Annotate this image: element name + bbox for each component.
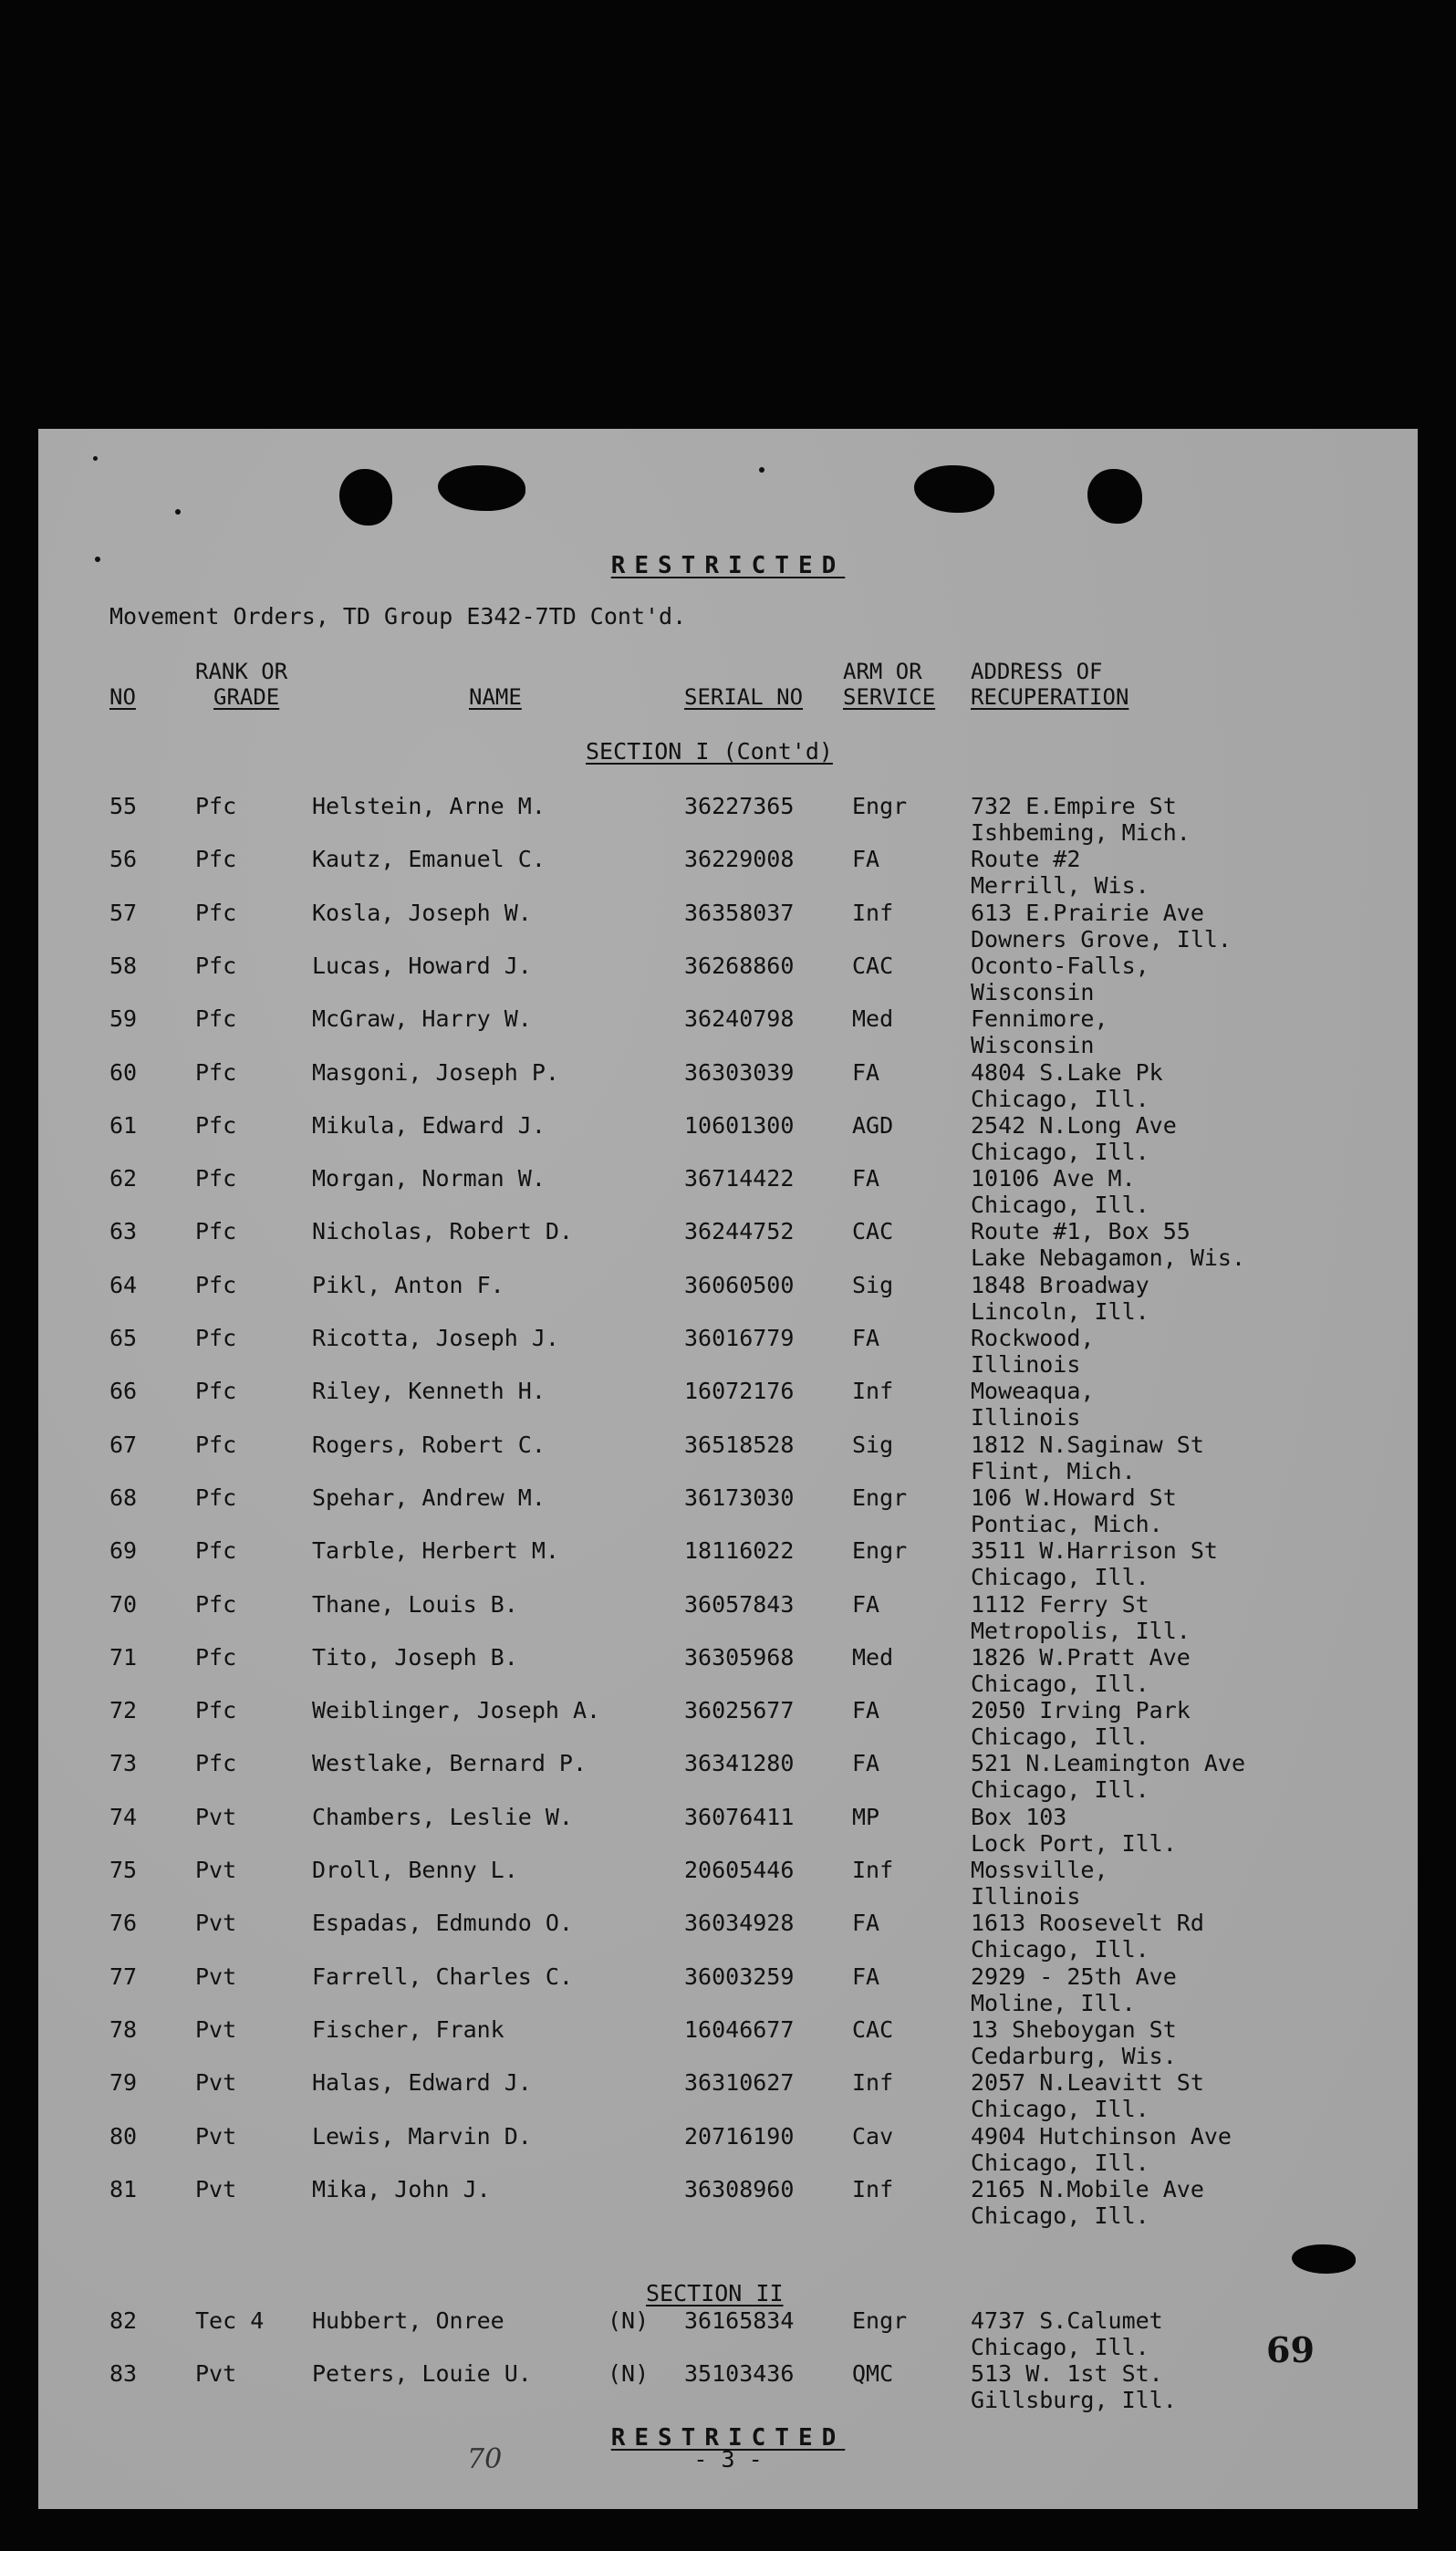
- table-row: [38, 2017, 1418, 2070]
- table-row: [38, 1006, 1418, 1059]
- row-grade: Pfc: [195, 1165, 237, 1192]
- row-name: Droll, Benny L.: [312, 1857, 518, 1883]
- row-address-line1: 2542 N.Long Ave: [971, 1111, 1177, 1139]
- row-address-line2: Chicago, Ill.: [971, 1192, 1149, 1219]
- row-grade: Pfc: [195, 1643, 237, 1671]
- row-address-line1: 1826 W.Pratt Ave: [971, 1643, 1191, 1671]
- row-number: 62: [109, 1165, 138, 1192]
- row-serial-number: 36227365: [684, 793, 795, 819]
- row-address-line2: Moline, Ill.: [971, 1989, 1136, 2016]
- row-grade: Pfc: [195, 1111, 237, 1139]
- ink-blot: [1292, 2244, 1356, 2274]
- row-name: Pikl, Anton F.: [312, 1271, 504, 1298]
- row-name: Rogers, Robert C.: [312, 1431, 546, 1458]
- row-number: 69: [109, 1537, 138, 1565]
- row-address-line2: Pontiac, Mich.: [971, 1510, 1163, 1537]
- row-name: Spehar, Andrew M.: [312, 1484, 546, 1511]
- row-number: 75: [109, 1857, 138, 1883]
- table-row: [38, 2307, 1418, 2370]
- table-row: [38, 1219, 1418, 1272]
- header-rank-line2: GRADE: [213, 684, 280, 710]
- row-grade: Pfc: [195, 1697, 237, 1724]
- row-name: Lucas, Howard J.: [312, 952, 532, 979]
- table-row: [38, 2177, 1418, 2230]
- row-address-line2: Illinois: [971, 1351, 1081, 1378]
- row-address-line1: 1812 N.Saginaw St: [971, 1431, 1204, 1458]
- row-address-line2: Lincoln, Ill.: [971, 1297, 1149, 1325]
- row-arm-service: FA: [852, 846, 880, 873]
- table-row: [38, 1698, 1418, 1751]
- speck: [175, 509, 181, 515]
- row-name: Tito, Joseph B.: [312, 1643, 518, 1671]
- row-number: 76: [109, 1910, 138, 1937]
- row-number: 56: [109, 846, 138, 873]
- row-number: 68: [109, 1484, 138, 1511]
- row-serial-number: 36076411: [684, 1803, 795, 1830]
- row-name: Weiblinger, Joseph A.: [312, 1697, 601, 1724]
- section-2-title: SECTION II: [646, 2280, 784, 2306]
- header-no: NO: [109, 684, 136, 710]
- row-serial-number: 16072176: [684, 1378, 795, 1405]
- row-grade: Pvt: [195, 1803, 237, 1830]
- row-address-line1: 2165 N.Mobile Ave: [971, 2175, 1204, 2202]
- row-address-line1: 732 E.Empire St: [971, 793, 1177, 819]
- row-address-line2: Chicago, Ill.: [971, 1138, 1149, 1165]
- header-address-line1: ADDRESS OF: [971, 659, 1103, 684]
- row-address-line2: Illinois: [971, 1404, 1081, 1432]
- row-arm-service: FA: [852, 1963, 880, 1990]
- header-arm-line1: ARM OR: [843, 659, 922, 684]
- table-row: [38, 1805, 1418, 1858]
- row-name: Espadas, Edmundo O.: [312, 1910, 573, 1937]
- row-address-line2: Chicago, Ill.: [971, 2202, 1149, 2229]
- row-arm-service: Sig: [852, 1431, 894, 1458]
- row-arm-service: Engr: [852, 793, 908, 819]
- row-serial-number: 36244752: [684, 1218, 795, 1245]
- row-grade: Pfc: [195, 793, 237, 819]
- row-name: Ricotta, Joseph J.: [312, 1325, 559, 1351]
- row-arm-service: AGD: [852, 1111, 894, 1139]
- table-row: [38, 2124, 1418, 2177]
- row-serial-number: 36714422: [684, 1165, 795, 1192]
- row-address-line1: Route #2: [971, 846, 1081, 873]
- row-serial-number: 36057843: [684, 1590, 795, 1618]
- row-serial-number: 36518528: [684, 1431, 795, 1458]
- row-arm-service: FA: [852, 1590, 880, 1618]
- table-row: [38, 1645, 1418, 1698]
- row-address-line2: Chicago, Ill.: [971, 2096, 1149, 2123]
- row-mark: (N): [608, 2360, 650, 2387]
- row-address-line1: 4804 S.Lake Pk: [971, 1058, 1163, 1086]
- row-number: 66: [109, 1378, 138, 1405]
- row-name: Farrell, Charles C.: [312, 1963, 573, 1990]
- row-number: 83: [109, 2360, 138, 2387]
- speck: [93, 456, 98, 461]
- row-grade: Pfc: [195, 1378, 237, 1405]
- row-serial-number: 35103436: [684, 2360, 795, 2387]
- row-serial-number: 36303039: [684, 1058, 795, 1086]
- row-serial-number: 20716190: [684, 2122, 795, 2150]
- row-number: 65: [109, 1325, 138, 1351]
- table-row: [38, 953, 1418, 1006]
- row-arm-service: FA: [852, 1058, 880, 1086]
- row-number: 61: [109, 1111, 138, 1139]
- row-grade: Pfc: [195, 846, 237, 873]
- table-row: [38, 1858, 1418, 1911]
- row-grade: Pvt: [195, 2069, 237, 2097]
- row-serial-number: 36240798: [684, 1005, 795, 1033]
- row-serial-number: 10601300: [684, 1111, 795, 1139]
- row-arm-service: Engr: [852, 1537, 908, 1565]
- row-name: Chambers, Leslie W.: [312, 1803, 573, 1830]
- header-serial: SERIAL NO: [684, 684, 804, 710]
- row-address-line1: 13 Sheboygan St: [971, 2015, 1177, 2043]
- table-row: [38, 1060, 1418, 1113]
- row-name: Lewis, Marvin D.: [312, 2122, 532, 2150]
- row-address-line1: 1848 Broadway: [971, 1271, 1149, 1298]
- table-row: [38, 1911, 1418, 1963]
- page-number: - 3 -: [693, 2446, 763, 2473]
- row-serial-number: 36003259: [684, 1963, 795, 1990]
- row-number: 70: [109, 1590, 138, 1618]
- row-number: 82: [109, 2307, 138, 2334]
- row-name: Morgan, Norman W.: [312, 1165, 546, 1192]
- row-grade: Pfc: [195, 1058, 237, 1086]
- table-row: [38, 1751, 1418, 1804]
- row-arm-service: Inf: [852, 899, 894, 926]
- row-serial-number: 18116022: [684, 1537, 795, 1565]
- row-grade: Pfc: [195, 1537, 237, 1565]
- punch-hole: [339, 469, 392, 526]
- document-subtitle: Movement Orders, TD Group E342-7TD Cont'd.: [109, 603, 687, 630]
- speck: [759, 467, 764, 473]
- row-name: Masgoni, Joseph P.: [312, 1058, 559, 1086]
- row-name: Kosla, Joseph W.: [312, 899, 532, 926]
- row-number: 57: [109, 899, 138, 926]
- row-grade: Pfc: [195, 1325, 237, 1351]
- row-number: 63: [109, 1218, 138, 1245]
- row-arm-service: FA: [852, 1750, 880, 1777]
- row-address-line1: Mossville,: [971, 1857, 1108, 1883]
- row-number: 71: [109, 1643, 138, 1671]
- row-grade: Pfc: [195, 1750, 237, 1777]
- table-row: [38, 1485, 1418, 1538]
- row-number: 59: [109, 1005, 138, 1033]
- row-serial-number: 36016779: [684, 1325, 795, 1351]
- table-row: [38, 1432, 1418, 1485]
- row-address-line1: 521 N.Leamington Ave: [971, 1750, 1246, 1777]
- row-number: 77: [109, 1963, 138, 1990]
- table-row: [38, 1166, 1418, 1219]
- table-row: [38, 794, 1418, 847]
- row-name: Westlake, Bernard P.: [312, 1750, 588, 1777]
- row-arm-service: Sig: [852, 1271, 894, 1298]
- table-row: [38, 1964, 1418, 2017]
- row-grade: Pfc: [195, 952, 237, 979]
- row-address-line1: 1112 Ferry St: [971, 1590, 1149, 1618]
- row-name: Kautz, Emanuel C.: [312, 846, 546, 873]
- row-serial-number: 36308960: [684, 2175, 795, 2202]
- row-number: 60: [109, 1058, 138, 1086]
- row-serial-number: 36268860: [684, 952, 795, 979]
- row-address-line2: Wisconsin: [971, 978, 1095, 1005]
- row-name: Hubbert, Onree: [312, 2307, 504, 2334]
- row-grade: Pvt: [195, 1857, 237, 1883]
- row-address-line2: Wisconsin: [971, 1032, 1095, 1059]
- row-serial-number: 36229008: [684, 846, 795, 873]
- row-arm-service: FA: [852, 1910, 880, 1937]
- row-arm-service: Inf: [852, 2069, 894, 2097]
- table-row: [38, 2361, 1418, 2414]
- row-number: 55: [109, 793, 138, 819]
- row-address-line2: Chicago, Ill.: [971, 2334, 1149, 2360]
- row-arm-service: Med: [852, 1005, 894, 1033]
- row-arm-service: MP: [852, 1803, 880, 1830]
- row-address-line2: Gillsburg, Ill.: [971, 2387, 1177, 2413]
- row-serial-number: 36341280: [684, 1750, 795, 1777]
- row-address-line2: Chicago, Ill.: [971, 1670, 1149, 1697]
- row-address-line1: Oconto-Falls,: [971, 952, 1149, 979]
- row-grade: Pvt: [195, 2360, 237, 2387]
- section-1-title: SECTION I (Cont'd): [586, 738, 833, 765]
- header-name: NAME: [469, 684, 522, 710]
- table-row: [38, 1592, 1418, 1645]
- row-arm-service: Inf: [852, 1378, 894, 1405]
- row-address-line2: Metropolis, Ill.: [971, 1617, 1191, 1644]
- row-name: McGraw, Harry W.: [312, 1005, 532, 1033]
- row-arm-service: Engr: [852, 1484, 908, 1511]
- table-row: [38, 847, 1418, 900]
- row-serial-number: 36310627: [684, 2069, 795, 2097]
- punch-hole: [914, 465, 994, 513]
- table-row: [38, 2070, 1418, 2123]
- row-number: 72: [109, 1697, 138, 1724]
- row-address-line2: Ishbeming, Mich.: [971, 819, 1191, 846]
- row-address-line1: Fennimore,: [971, 1005, 1108, 1033]
- row-grade: Pfc: [195, 1590, 237, 1618]
- row-address-line2: Lake Nebagamon, Wis.: [971, 1244, 1246, 1272]
- row-name: Helstein, Arne M.: [312, 793, 546, 819]
- row-arm-service: Engr: [852, 2307, 908, 2334]
- row-address-line1: 613 E.Prairie Ave: [971, 899, 1204, 926]
- row-address-line2: Chicago, Ill.: [971, 2149, 1149, 2176]
- row-serial-number: 36060500: [684, 1271, 795, 1298]
- row-address-line1: 3511 W.Harrison St: [971, 1537, 1218, 1565]
- row-number: 64: [109, 1271, 138, 1298]
- row-address-line1: Box 103: [971, 1803, 1067, 1830]
- row-arm-service: QMC: [852, 2360, 894, 2387]
- row-serial-number: 36173030: [684, 1484, 795, 1511]
- row-address-line1: 2929 - 25th Ave: [971, 1963, 1177, 1990]
- row-serial-number: 36165834: [684, 2307, 795, 2334]
- punch-hole: [438, 465, 525, 511]
- row-address-line2: Chicago, Ill.: [971, 1564, 1149, 1591]
- row-name: Fischer, Frank: [312, 2015, 504, 2043]
- row-address-line1: 1613 Roosevelt Rd: [971, 1910, 1204, 1937]
- row-address-line1: 4737 S.Calumet: [971, 2307, 1163, 2334]
- row-address-line1: Route #1, Box 55: [971, 1218, 1191, 1245]
- row-name: Halas, Edward J.: [312, 2069, 532, 2097]
- row-address-line2: Chicago, Ill.: [971, 1085, 1149, 1112]
- table-row: [38, 1538, 1418, 1591]
- row-mark: (N): [608, 2307, 650, 2334]
- row-number: 74: [109, 1803, 138, 1830]
- row-arm-service: Inf: [852, 1857, 894, 1883]
- table-row: [38, 1379, 1418, 1432]
- row-grade: Pfc: [195, 1005, 237, 1033]
- row-grade: Pvt: [195, 1910, 237, 1937]
- row-address-line1: 513 W. 1st St.: [971, 2360, 1163, 2387]
- row-address-line1: 106 W.Howard St: [971, 1484, 1177, 1511]
- row-address-line2: Flint, Mich.: [971, 1457, 1136, 1484]
- row-address-line1: 2057 N.Leavitt St: [971, 2069, 1204, 2097]
- header-arm-line2: SERVICE: [843, 684, 936, 710]
- row-grade: Pvt: [195, 2015, 237, 2043]
- row-serial-number: 20605446: [684, 1857, 795, 1883]
- row-arm-service: CAC: [852, 1218, 894, 1245]
- page-stamp: 69: [1266, 2329, 1315, 2370]
- row-grade: Pfc: [195, 1484, 237, 1511]
- row-address-line2: Chicago, Ill.: [971, 1723, 1149, 1751]
- speck: [95, 557, 100, 562]
- row-number: 67: [109, 1431, 138, 1458]
- row-arm-service: FA: [852, 1165, 880, 1192]
- row-number: 58: [109, 952, 138, 979]
- row-number: 80: [109, 2122, 138, 2150]
- row-arm-service: CAC: [852, 2015, 894, 2043]
- row-name: Riley, Kenneth H.: [312, 1378, 546, 1405]
- row-name: Mika, John J.: [312, 2175, 491, 2202]
- row-name: Nicholas, Robert D.: [312, 1218, 573, 1245]
- row-grade: Pfc: [195, 899, 237, 926]
- table-row: [38, 1326, 1418, 1379]
- row-grade: Pvt: [195, 2175, 237, 2202]
- handwritten-mark: 70: [467, 2443, 503, 2475]
- row-address-line2: Merrill, Wis.: [971, 872, 1149, 900]
- row-serial-number: 36034928: [684, 1910, 795, 1937]
- row-arm-service: FA: [852, 1325, 880, 1351]
- header-address-line2: RECUPERATION: [971, 684, 1129, 710]
- document-page: [38, 429, 1418, 2509]
- row-number: 73: [109, 1750, 138, 1777]
- row-address-line1: 2050 Irving Park: [971, 1697, 1191, 1724]
- row-grade: Pvt: [195, 1963, 237, 1990]
- row-address-line2: Cedarburg, Wis.: [971, 2042, 1177, 2069]
- restricted-footer: RESTRICTED: [610, 2424, 846, 2452]
- restricted-heading: RESTRICTED: [610, 552, 846, 579]
- row-number: 81: [109, 2175, 138, 2202]
- table-row: [38, 1113, 1418, 1166]
- row-number: 79: [109, 2069, 138, 2097]
- table-row: [38, 901, 1418, 953]
- header-rank-line1: RANK OR: [195, 659, 288, 684]
- row-address-line1: 4904 Hutchinson Ave: [971, 2122, 1232, 2150]
- row-name: Thane, Louis B.: [312, 1590, 518, 1618]
- row-address-line2: Downers Grove, Ill.: [971, 925, 1232, 953]
- row-serial-number: 36305968: [684, 1643, 795, 1671]
- row-grade: Pvt: [195, 2122, 237, 2150]
- row-name: Peters, Louie U.: [312, 2360, 532, 2387]
- row-serial-number: 36358037: [684, 899, 795, 926]
- row-grade: Pfc: [195, 1431, 237, 1458]
- row-name: Mikula, Edward J.: [312, 1111, 546, 1139]
- row-arm-service: Inf: [852, 2175, 894, 2202]
- row-arm-service: Cav: [852, 2122, 894, 2150]
- row-number: 78: [109, 2015, 138, 2043]
- row-address-line2: Chicago, Ill.: [971, 1936, 1149, 1963]
- row-address-line1: 10106 Ave M.: [971, 1165, 1136, 1192]
- row-arm-service: Med: [852, 1643, 894, 1671]
- row-grade: Pfc: [195, 1271, 237, 1298]
- row-arm-service: FA: [852, 1697, 880, 1724]
- row-name: Tarble, Herbert M.: [312, 1537, 559, 1565]
- punch-hole: [1087, 469, 1142, 524]
- row-serial-number: 36025677: [684, 1697, 795, 1724]
- row-address-line2: Lock Port, Ill.: [971, 1829, 1177, 1857]
- row-grade: Tec 4: [195, 2307, 265, 2334]
- row-address-line2: Chicago, Ill.: [971, 1776, 1149, 1804]
- row-address-line2: Illinois: [971, 1883, 1081, 1910]
- row-serial-number: 16046677: [684, 2015, 795, 2043]
- row-arm-service: CAC: [852, 952, 894, 979]
- row-address-line1: Rockwood,: [971, 1325, 1095, 1351]
- table-row: [38, 1273, 1418, 1326]
- row-address-line1: Moweaqua,: [971, 1378, 1095, 1405]
- row-grade: Pfc: [195, 1218, 237, 1245]
